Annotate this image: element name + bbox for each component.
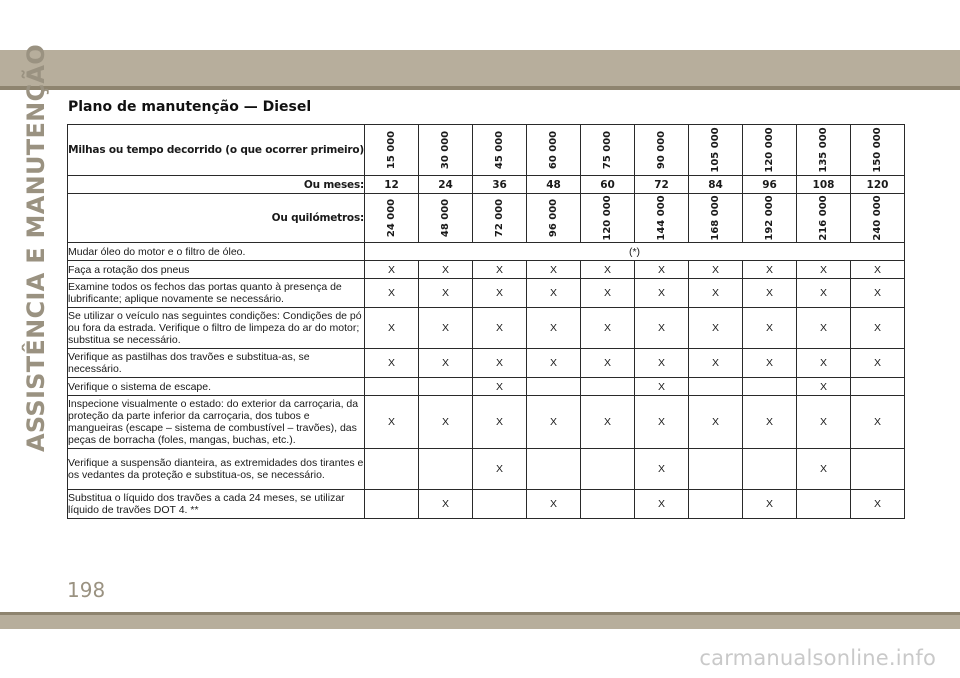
row-label: Mudar óleo do motor e o filtro de óleo. [68,243,365,261]
row-label: Examine todos os fechos das portas quanto à presença de lubrificante; aplique novamente se necessário. [68,279,365,308]
months-cell: 108 [797,176,851,194]
check-cell: X [581,279,635,308]
section-tab-label: ASSISTÊNCIA E MANUTENÇÃO [22,43,50,453]
months-cell: 96 [743,176,797,194]
row-label: Verifique a suspensão dianteira, as extremidades dos tirantes e os vedantes da proteção e substitua-os, se necessário. [68,449,365,490]
check-cell: X [473,308,527,349]
check-cell: X [473,449,527,490]
check-cell: X [473,261,527,279]
check-cell [689,449,743,490]
check-cell [743,378,797,396]
miles-cell: 90 000 [635,125,689,176]
months-cell: 12 [365,176,419,194]
months-cell: 36 [473,176,527,194]
km-cell: 96 000 [527,194,581,243]
miles-cell: 15 000 [365,125,419,176]
check-cell [419,378,473,396]
table-row [68,279,905,308]
check-cell: X [635,378,689,396]
check-cell: X [743,308,797,349]
table-row [68,396,905,449]
maintenance-table [67,124,905,519]
table-row [68,243,905,261]
km-cell: 144 000 [635,194,689,243]
miles-cell: 45 000 [473,125,527,176]
check-cell [419,449,473,490]
km-row [68,194,905,243]
check-cell: X [473,378,527,396]
page-title: Plano de manutenção — Diesel [68,99,312,115]
check-cell: X [527,261,581,279]
table-row [68,308,905,349]
months-cell: 84 [689,176,743,194]
check-cell: X [635,490,689,519]
check-cell: X [581,261,635,279]
check-cell: X [365,261,419,279]
check-cell [473,490,527,519]
check-cell: X [365,279,419,308]
check-cell: X [635,396,689,449]
check-cell: X [797,449,851,490]
check-cell: X [797,396,851,449]
check-cell: X [527,396,581,449]
check-cell: X [851,349,905,378]
check-cell [365,378,419,396]
check-cell: X [635,308,689,349]
check-cell [365,449,419,490]
check-cell: X [851,396,905,449]
check-cell: X [581,349,635,378]
check-cell: X [581,396,635,449]
km-cell: 192 000 [743,194,797,243]
check-cell: X [851,490,905,519]
check-cell: X [743,490,797,519]
months-cell: 72 [635,176,689,194]
check-cell [581,378,635,396]
check-cell: X [797,261,851,279]
miles-cell: 120 000 [743,125,797,176]
check-cell: X [797,349,851,378]
footer-band [0,612,960,629]
km-label: Ou quilómetros: [68,194,365,243]
miles-row [68,125,905,176]
km-cell: 240 000 [851,194,905,243]
check-cell: X [689,396,743,449]
check-cell: X [689,261,743,279]
months-label: Ou meses: [68,176,365,194]
km-cell: 48 000 [419,194,473,243]
check-cell [365,490,419,519]
check-cell [527,378,581,396]
table-row [68,349,905,378]
check-cell: X [689,279,743,308]
check-cell: X [797,279,851,308]
months-row [68,176,905,194]
check-cell [851,378,905,396]
km-cell: 24 000 [365,194,419,243]
check-cell: X [365,349,419,378]
check-cell: X [797,378,851,396]
check-cell [797,490,851,519]
months-cell: 60 [581,176,635,194]
miles-cell: 60 000 [527,125,581,176]
check-cell: X [419,349,473,378]
header-band [0,50,960,90]
miles-label: Milhas ou tempo decorrido (o que ocorrer primeiro) [68,125,365,176]
months-cell: 120 [851,176,905,194]
months-cell: 48 [527,176,581,194]
row-label: Se utilizar o veículo nas seguintes condições: Condições de pó ou fora da estrada. Verifique o filtro de limpeza do ar do motor; substitua se necessário. [68,308,365,349]
check-cell [743,449,797,490]
check-cell: X [527,308,581,349]
page-number: 198 [67,578,106,602]
km-cell: 168 000 [689,194,743,243]
check-cell: X [365,396,419,449]
check-cell: X [635,261,689,279]
check-cell: X [851,308,905,349]
check-cell: X [851,261,905,279]
check-cell: X [365,308,419,349]
check-cell: X [473,279,527,308]
check-cell: X [527,490,581,519]
check-cell: X [743,279,797,308]
table-row [68,378,905,396]
check-cell: X [419,490,473,519]
check-cell: X [689,308,743,349]
check-cell: X [851,279,905,308]
row-label: Faça a rotação dos pneus [68,261,365,279]
km-cell: 216 000 [797,194,851,243]
check-cell [581,490,635,519]
check-cell: X [743,261,797,279]
section-tab [22,43,50,453]
check-cell: X [635,279,689,308]
months-cell: 24 [419,176,473,194]
table-row [68,261,905,279]
check-cell: X [581,308,635,349]
check-cell: X [527,279,581,308]
miles-cell: 150 000 [851,125,905,176]
check-cell: X [419,396,473,449]
check-cell: X [743,349,797,378]
check-cell: X [419,279,473,308]
check-cell: X [635,349,689,378]
check-cell: X [743,396,797,449]
check-cell [527,449,581,490]
check-cell [689,378,743,396]
check-cell [581,449,635,490]
span-note: (*) [365,243,905,261]
check-cell: X [473,349,527,378]
check-cell: X [419,261,473,279]
row-label: Substitua o líquido dos travões a cada 24 meses, se utilizar líquido de travões DOT 4. ** [68,490,365,519]
table-row [68,490,905,519]
km-cell: 120 000 [581,194,635,243]
check-cell: X [527,349,581,378]
km-cell: 72 000 [473,194,527,243]
miles-cell: 135 000 [797,125,851,176]
check-cell: X [797,308,851,349]
miles-cell: 75 000 [581,125,635,176]
check-cell: X [689,349,743,378]
miles-cell: 30 000 [419,125,473,176]
check-cell: X [635,449,689,490]
row-label: Verifique o sistema de escape. [68,378,365,396]
check-cell [851,449,905,490]
table-row [68,449,905,490]
watermark: carmanualsonline.info [699,646,936,670]
check-cell [689,490,743,519]
check-cell: X [419,308,473,349]
row-label: Inspecione visualmente o estado: do exterior da carroçaria, da proteção da parte inferior da carroçaria, dos tubos e mangueiras (escape – sistema de combustível – travões), das peças de borracha (foles, mangas, buchas, etc.). [68,396,365,449]
check-cell: X [473,396,527,449]
miles-cell: 105 000 [689,125,743,176]
row-label: Verifique as pastilhas dos travões e substitua-as, se necessário. [68,349,365,378]
